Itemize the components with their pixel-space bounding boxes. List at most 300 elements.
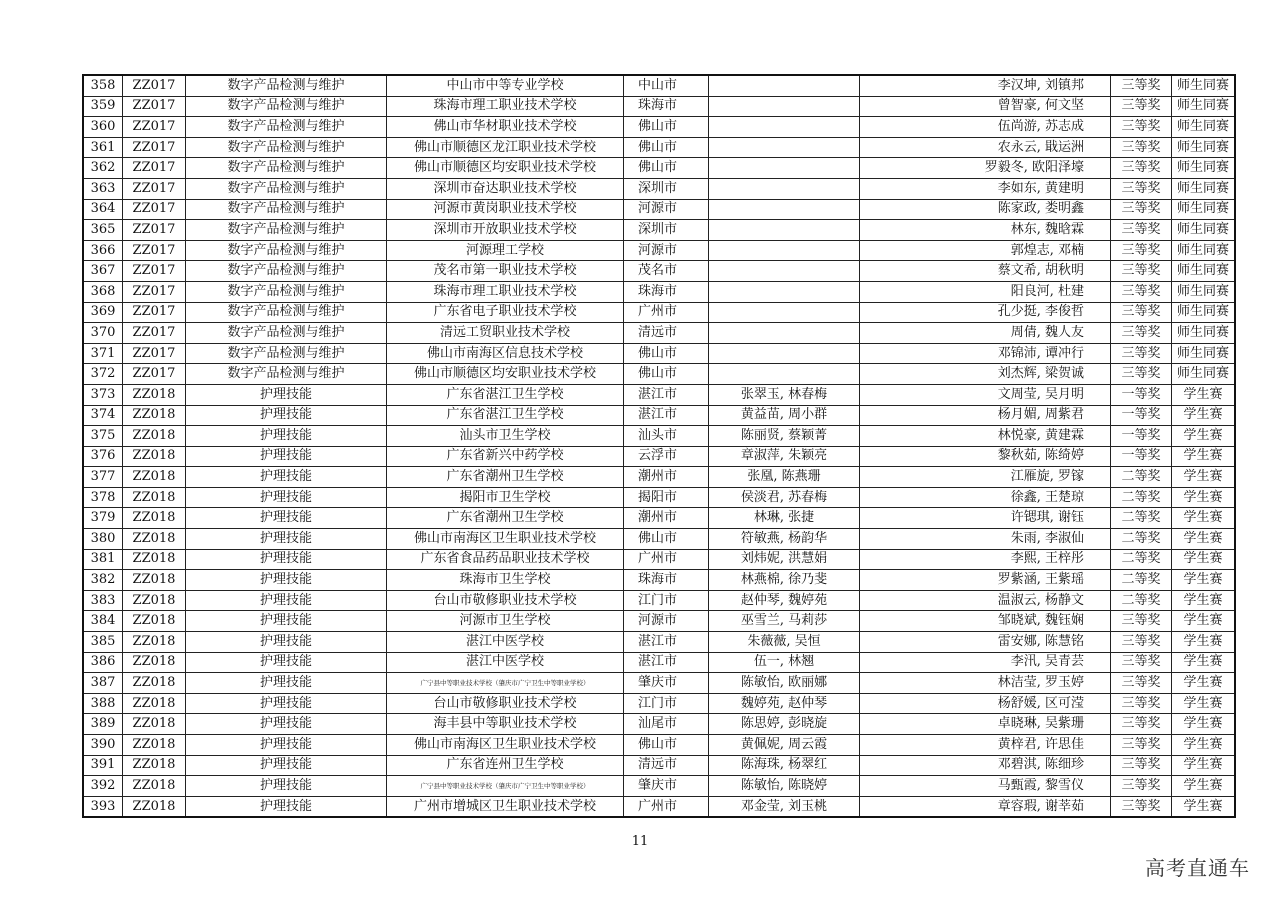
instructors-cell: 刘炜妮, 洪慧娟	[709, 549, 860, 570]
contest-name-cell: 护理技能	[186, 446, 387, 467]
instructors-cell: 伍一, 林翘	[709, 652, 860, 673]
school-name-cell: 珠海市理工职业技术学校	[387, 96, 624, 117]
contest-name-cell: 护理技能	[186, 632, 387, 653]
award-level-cell: 三等奖	[1111, 240, 1172, 261]
contest-type-cell: 学生赛	[1172, 487, 1236, 508]
table-row	[83, 611, 1235, 632]
contest-type-cell: 师生同赛	[1172, 281, 1236, 302]
row-number-cell: 362	[83, 158, 123, 179]
contest-code-cell: ZZ018	[123, 570, 186, 591]
row-number-cell: 381	[83, 549, 123, 570]
award-level-cell: 三等奖	[1111, 796, 1172, 817]
students-cell: 伍尚游, 苏志成	[860, 117, 1111, 138]
contest-type-cell: 学生赛	[1172, 405, 1236, 426]
awards-table	[82, 74, 1236, 818]
school-name-cell: 佛山市顺德区均安职业技术学校	[387, 364, 624, 385]
table-row	[83, 281, 1235, 302]
award-level-cell: 三等奖	[1111, 776, 1172, 797]
contest-type-cell: 学生赛	[1172, 384, 1236, 405]
award-level-cell: 二等奖	[1111, 467, 1172, 488]
row-number-cell: 367	[83, 261, 123, 282]
table-row	[83, 158, 1235, 179]
contest-name-cell: 护理技能	[186, 384, 387, 405]
instructors-cell	[709, 75, 860, 96]
instructors-cell	[709, 178, 860, 199]
award-level-cell: 三等奖	[1111, 652, 1172, 673]
city-cell: 佛山市	[624, 364, 709, 385]
award-level-cell: 三等奖	[1111, 611, 1172, 632]
row-number-cell: 379	[83, 508, 123, 529]
instructors-cell	[709, 364, 860, 385]
contest-name-cell: 护理技能	[186, 426, 387, 447]
city-cell: 珠海市	[624, 570, 709, 591]
contest-type-cell: 学生赛	[1172, 508, 1236, 529]
instructors-cell: 张凰, 陈燕珊	[709, 467, 860, 488]
contest-code-cell: ZZ017	[123, 96, 186, 117]
contest-type-cell: 学生赛	[1172, 467, 1236, 488]
contest-name-cell: 护理技能	[186, 735, 387, 756]
instructors-cell: 陈丽贤, 蔡颖菁	[709, 426, 860, 447]
school-name-cell: 佛山市南海区卫生职业技术学校	[387, 735, 624, 756]
contest-name-cell: 护理技能	[186, 529, 387, 550]
students-cell: 林东, 魏晗霖	[860, 220, 1111, 241]
students-cell: 卓晓琳, 吴紫珊	[860, 714, 1111, 735]
table-row	[83, 735, 1235, 756]
contest-code-cell: ZZ018	[123, 796, 186, 817]
row-number-cell: 375	[83, 426, 123, 447]
school-name-cell: 台山市敬修职业技术学校	[387, 693, 624, 714]
instructors-cell: 侯淡君, 苏春梅	[709, 487, 860, 508]
award-level-cell: 三等奖	[1111, 137, 1172, 158]
contest-type-cell: 学生赛	[1172, 529, 1236, 550]
contest-name-cell: 数字产品检测与维护	[186, 261, 387, 282]
school-name-cell: 汕头市卫生学校	[387, 426, 624, 447]
instructors-cell	[709, 343, 860, 364]
contest-type-cell: 师生同赛	[1172, 178, 1236, 199]
award-level-cell: 三等奖	[1111, 632, 1172, 653]
school-name-cell: 广东省新兴中药学校	[387, 446, 624, 467]
city-cell: 清远市	[624, 755, 709, 776]
award-level-cell: 二等奖	[1111, 549, 1172, 570]
school-name-cell: 湛江中医学校	[387, 652, 624, 673]
school-name-cell: 佛山市华材职业技术学校	[387, 117, 624, 138]
students-cell: 文周莹, 吴月明	[860, 384, 1111, 405]
students-cell: 杨月媚, 周紫君	[860, 405, 1111, 426]
students-cell: 马甄霞, 黎雪仪	[860, 776, 1111, 797]
table-row	[83, 529, 1235, 550]
students-cell: 罗紫涵, 王紫瑶	[860, 570, 1111, 591]
city-cell: 深圳市	[624, 178, 709, 199]
contest-name-cell: 数字产品检测与维护	[186, 323, 387, 344]
contest-code-cell: ZZ018	[123, 508, 186, 529]
awards-table-body	[83, 75, 1235, 817]
instructors-cell: 陈敏怡, 陈晓婷	[709, 776, 860, 797]
city-cell: 河源市	[624, 611, 709, 632]
city-cell: 汕尾市	[624, 714, 709, 735]
contest-code-cell: ZZ017	[123, 364, 186, 385]
table-row	[83, 426, 1235, 447]
row-number-cell: 377	[83, 467, 123, 488]
contest-code-cell: ZZ018	[123, 735, 186, 756]
row-number-cell: 373	[83, 384, 123, 405]
table-row	[83, 384, 1235, 405]
students-cell: 李如东, 黄建明	[860, 178, 1111, 199]
school-name-cell: 广东省潮州卫生学校	[387, 508, 624, 529]
school-name-cell: 茂名市第一职业技术学校	[387, 261, 624, 282]
contest-code-cell: ZZ018	[123, 529, 186, 550]
table-row	[83, 446, 1235, 467]
city-cell: 茂名市	[624, 261, 709, 282]
award-level-cell: 三等奖	[1111, 261, 1172, 282]
row-number-cell: 380	[83, 529, 123, 550]
students-cell: 郭煌志, 邓楠	[860, 240, 1111, 261]
contest-code-cell: ZZ018	[123, 384, 186, 405]
city-cell: 珠海市	[624, 281, 709, 302]
students-cell: 蔡文希, 胡秋明	[860, 261, 1111, 282]
instructors-cell	[709, 220, 860, 241]
students-cell: 江雁旋, 罗镓	[860, 467, 1111, 488]
page-number: 11	[631, 834, 649, 849]
contest-type-cell: 学生赛	[1172, 735, 1236, 756]
city-cell: 广州市	[624, 302, 709, 323]
contest-code-cell: ZZ017	[123, 178, 186, 199]
contest-type-cell: 师生同赛	[1172, 302, 1236, 323]
table-row	[83, 302, 1235, 323]
contest-name-cell: 护理技能	[186, 611, 387, 632]
contest-name-cell: 护理技能	[186, 467, 387, 488]
table-row	[83, 405, 1235, 426]
city-cell: 肇庆市	[624, 776, 709, 797]
students-cell: 李汛, 吴青芸	[860, 652, 1111, 673]
contest-name-cell: 护理技能	[186, 549, 387, 570]
city-cell: 珠海市	[624, 96, 709, 117]
instructors-cell: 林燕棉, 徐乃斐	[709, 570, 860, 591]
school-name-cell: 广东省连州卫生学校	[387, 755, 624, 776]
award-level-cell: 三等奖	[1111, 735, 1172, 756]
instructors-cell: 魏婷苑, 赵仲琴	[709, 693, 860, 714]
contest-code-cell: ZZ017	[123, 323, 186, 344]
city-cell: 清远市	[624, 323, 709, 344]
instructors-cell: 邓金莹, 刘玉桃	[709, 796, 860, 817]
students-cell: 林悦豪, 黄建霖	[860, 426, 1111, 447]
instructors-cell	[709, 302, 860, 323]
contest-type-cell: 学生赛	[1172, 693, 1236, 714]
table-row	[83, 137, 1235, 158]
students-cell: 朱雨, 李淑仙	[860, 529, 1111, 550]
table-row	[83, 714, 1235, 735]
row-number-cell: 374	[83, 405, 123, 426]
contest-code-cell: ZZ018	[123, 549, 186, 570]
city-cell: 中山市	[624, 75, 709, 96]
city-cell: 佛山市	[624, 137, 709, 158]
students-cell: 李熙, 王梓彤	[860, 549, 1111, 570]
contest-type-cell: 师生同赛	[1172, 240, 1236, 261]
row-number-cell: 359	[83, 96, 123, 117]
contest-type-cell: 学生赛	[1172, 755, 1236, 776]
contest-code-cell: ZZ017	[123, 343, 186, 364]
school-name-cell: 河源市黄岗职业技术学校	[387, 199, 624, 220]
school-name-cell: 清远工贸职业技术学校	[387, 323, 624, 344]
students-cell: 杨舒媛, 区可滢	[860, 693, 1111, 714]
school-name-cell: 广宁县中等职业技术学校（肇庆市广宁卫生中等职业学校）	[387, 776, 624, 797]
contest-code-cell: ZZ017	[123, 158, 186, 179]
students-cell: 陈家政, 娄明鑫	[860, 199, 1111, 220]
contest-name-cell: 护理技能	[186, 508, 387, 529]
school-name-cell: 广东省食品药品职业技术学校	[387, 549, 624, 570]
award-level-cell: 二等奖	[1111, 487, 1172, 508]
instructors-cell	[709, 96, 860, 117]
instructors-cell: 林琳, 张捷	[709, 508, 860, 529]
award-level-cell: 一等奖	[1111, 405, 1172, 426]
row-number-cell: 382	[83, 570, 123, 591]
contest-type-cell: 师生同赛	[1172, 364, 1236, 385]
row-number-cell: 386	[83, 652, 123, 673]
city-cell: 云浮市	[624, 446, 709, 467]
students-cell: 孔少挺, 李俊哲	[860, 302, 1111, 323]
contest-name-cell: 护理技能	[186, 405, 387, 426]
students-cell: 李汉坤, 刘镇邦	[860, 75, 1111, 96]
instructors-cell: 巫雪兰, 马莉莎	[709, 611, 860, 632]
table-row	[83, 693, 1235, 714]
students-cell: 许锶琪, 谢钰	[860, 508, 1111, 529]
award-level-cell: 二等奖	[1111, 590, 1172, 611]
contest-code-cell: ZZ018	[123, 467, 186, 488]
award-level-cell: 三等奖	[1111, 755, 1172, 776]
school-name-cell: 佛山市南海区卫生职业技术学校	[387, 529, 624, 550]
school-name-cell: 佛山市南海区信息技术学校	[387, 343, 624, 364]
contest-type-cell: 学生赛	[1172, 796, 1236, 817]
award-level-cell: 三等奖	[1111, 693, 1172, 714]
instructors-cell	[709, 199, 860, 220]
contest-name-cell: 数字产品检测与维护	[186, 240, 387, 261]
row-number-cell: 371	[83, 343, 123, 364]
table-row	[83, 75, 1235, 96]
table-row	[83, 776, 1235, 797]
award-level-cell: 三等奖	[1111, 714, 1172, 735]
contest-code-cell: ZZ018	[123, 405, 186, 426]
instructors-cell	[709, 240, 860, 261]
instructors-cell: 符敏燕, 杨韵华	[709, 529, 860, 550]
row-number-cell: 361	[83, 137, 123, 158]
city-cell: 汕头市	[624, 426, 709, 447]
contest-name-cell: 数字产品检测与维护	[186, 158, 387, 179]
students-cell: 徐鑫, 王楚琼	[860, 487, 1111, 508]
students-cell: 曾智豪, 何文坚	[860, 96, 1111, 117]
instructors-cell: 朱薇薇, 吴恒	[709, 632, 860, 653]
instructors-cell: 黄佩妮, 周云霞	[709, 735, 860, 756]
contest-name-cell: 护理技能	[186, 776, 387, 797]
school-name-cell: 台山市敬修职业技术学校	[387, 590, 624, 611]
contest-code-cell: ZZ017	[123, 199, 186, 220]
award-level-cell: 三等奖	[1111, 220, 1172, 241]
row-number-cell: 366	[83, 240, 123, 261]
contest-name-cell: 护理技能	[186, 714, 387, 735]
city-cell: 佛山市	[624, 158, 709, 179]
row-number-cell: 390	[83, 735, 123, 756]
award-level-cell: 一等奖	[1111, 426, 1172, 447]
city-cell: 河源市	[624, 240, 709, 261]
students-cell: 邹晓斌, 魏钰娴	[860, 611, 1111, 632]
contest-type-cell: 师生同赛	[1172, 261, 1236, 282]
contest-code-cell: ZZ018	[123, 673, 186, 694]
school-name-cell: 广宁县中等职业技术学校（肇庆市广宁卫生中等职业学校）	[387, 673, 624, 694]
school-name-cell: 湛江中医学校	[387, 632, 624, 653]
instructors-cell	[709, 261, 860, 282]
table-row	[83, 323, 1235, 344]
contest-type-cell: 学生赛	[1172, 632, 1236, 653]
contest-code-cell: ZZ017	[123, 137, 186, 158]
contest-name-cell: 数字产品检测与维护	[186, 302, 387, 323]
table-row	[83, 220, 1235, 241]
students-cell: 罗毅冬, 欧阳泽壕	[860, 158, 1111, 179]
contest-name-cell: 护理技能	[186, 755, 387, 776]
city-cell: 河源市	[624, 199, 709, 220]
contest-code-cell: ZZ018	[123, 426, 186, 447]
table-row	[83, 508, 1235, 529]
table-row	[83, 487, 1235, 508]
award-level-cell: 三等奖	[1111, 178, 1172, 199]
contest-type-cell: 学生赛	[1172, 570, 1236, 591]
students-cell: 周倩, 魏人友	[860, 323, 1111, 344]
contest-name-cell: 护理技能	[186, 652, 387, 673]
contest-type-cell: 师生同赛	[1172, 343, 1236, 364]
instructors-cell	[709, 158, 860, 179]
row-number-cell: 360	[83, 117, 123, 138]
instructors-cell: 赵仲琴, 魏婷苑	[709, 590, 860, 611]
city-cell: 佛山市	[624, 117, 709, 138]
award-level-cell: 三等奖	[1111, 302, 1172, 323]
table-row	[83, 96, 1235, 117]
contest-code-cell: ZZ018	[123, 487, 186, 508]
award-level-cell: 三等奖	[1111, 75, 1172, 96]
contest-name-cell: 护理技能	[186, 796, 387, 817]
table-row	[83, 364, 1235, 385]
award-level-cell: 一等奖	[1111, 384, 1172, 405]
city-cell: 湛江市	[624, 652, 709, 673]
contest-name-cell: 护理技能	[186, 590, 387, 611]
row-number-cell: 387	[83, 673, 123, 694]
contest-type-cell: 师生同赛	[1172, 137, 1236, 158]
row-number-cell: 369	[83, 302, 123, 323]
award-level-cell: 二等奖	[1111, 529, 1172, 550]
city-cell: 湛江市	[624, 384, 709, 405]
students-cell: 邓锦沛, 谭冲行	[860, 343, 1111, 364]
contest-code-cell: ZZ018	[123, 652, 186, 673]
contest-name-cell: 数字产品检测与维护	[186, 178, 387, 199]
instructors-cell: 黄益苗, 周小群	[709, 405, 860, 426]
instructors-cell	[709, 281, 860, 302]
students-cell: 农永云, 戢运洲	[860, 137, 1111, 158]
school-name-cell: 中山市中等专业学校	[387, 75, 624, 96]
students-cell: 黄梓君, 许思佳	[860, 735, 1111, 756]
school-name-cell: 深圳市开放职业技术学校	[387, 220, 624, 241]
school-name-cell: 广东省湛江卫生学校	[387, 405, 624, 426]
row-number-cell: 384	[83, 611, 123, 632]
contest-type-cell: 学生赛	[1172, 590, 1236, 611]
award-level-cell: 三等奖	[1111, 364, 1172, 385]
school-name-cell: 河源理工学校	[387, 240, 624, 261]
contest-name-cell: 数字产品检测与维护	[186, 220, 387, 241]
award-level-cell: 三等奖	[1111, 343, 1172, 364]
awards-table-container	[82, 74, 1229, 818]
contest-name-cell: 数字产品检测与维护	[186, 137, 387, 158]
award-level-cell: 一等奖	[1111, 446, 1172, 467]
city-cell: 肇庆市	[624, 673, 709, 694]
award-level-cell: 二等奖	[1111, 508, 1172, 529]
row-number-cell: 376	[83, 446, 123, 467]
table-row	[83, 199, 1235, 220]
city-cell: 佛山市	[624, 735, 709, 756]
table-row	[83, 796, 1235, 817]
row-number-cell: 364	[83, 199, 123, 220]
contest-code-cell: ZZ018	[123, 776, 186, 797]
row-number-cell: 358	[83, 75, 123, 96]
contest-code-cell: ZZ018	[123, 755, 186, 776]
award-level-cell: 二等奖	[1111, 570, 1172, 591]
table-row	[83, 117, 1235, 138]
contest-type-cell: 学生赛	[1172, 714, 1236, 735]
instructors-cell	[709, 137, 860, 158]
table-row	[83, 755, 1235, 776]
contest-name-cell: 数字产品检测与维护	[186, 343, 387, 364]
school-name-cell: 佛山市顺德区龙江职业技术学校	[387, 137, 624, 158]
contest-type-cell: 师生同赛	[1172, 117, 1236, 138]
row-number-cell: 389	[83, 714, 123, 735]
contest-type-cell: 学生赛	[1172, 611, 1236, 632]
row-number-cell: 391	[83, 755, 123, 776]
contest-type-cell: 学生赛	[1172, 652, 1236, 673]
school-name-cell: 珠海市理工职业技术学校	[387, 281, 624, 302]
table-row	[83, 590, 1235, 611]
students-cell: 林洁莹, 罗玉婷	[860, 673, 1111, 694]
contest-code-cell: ZZ018	[123, 714, 186, 735]
row-number-cell: 363	[83, 178, 123, 199]
table-row	[83, 343, 1235, 364]
contest-type-cell: 师生同赛	[1172, 75, 1236, 96]
contest-name-cell: 护理技能	[186, 487, 387, 508]
table-row	[83, 178, 1235, 199]
award-level-cell: 三等奖	[1111, 323, 1172, 344]
school-name-cell: 深圳市奋达职业技术学校	[387, 178, 624, 199]
contest-code-cell: ZZ017	[123, 117, 186, 138]
city-cell: 湛江市	[624, 405, 709, 426]
city-cell: 潮州市	[624, 508, 709, 529]
students-cell: 刘杰辉, 梁贺诚	[860, 364, 1111, 385]
city-cell: 江门市	[624, 590, 709, 611]
row-number-cell: 392	[83, 776, 123, 797]
row-number-cell: 370	[83, 323, 123, 344]
school-name-cell: 河源市卫生学校	[387, 611, 624, 632]
contest-name-cell: 数字产品检测与维护	[186, 199, 387, 220]
students-cell: 温淑云, 杨静文	[860, 590, 1111, 611]
contest-type-cell: 师生同赛	[1172, 323, 1236, 344]
school-name-cell: 广东省潮州卫生学校	[387, 467, 624, 488]
contest-type-cell: 师生同赛	[1172, 158, 1236, 179]
award-level-cell: 三等奖	[1111, 673, 1172, 694]
instructors-cell	[709, 117, 860, 138]
row-number-cell: 388	[83, 693, 123, 714]
row-number-cell: 372	[83, 364, 123, 385]
school-name-cell: 佛山市顺德区均安职业技术学校	[387, 158, 624, 179]
contest-code-cell: ZZ017	[123, 75, 186, 96]
contest-type-cell: 学生赛	[1172, 426, 1236, 447]
contest-type-cell: 师生同赛	[1172, 96, 1236, 117]
contest-name-cell: 数字产品检测与维护	[186, 364, 387, 385]
row-number-cell: 383	[83, 590, 123, 611]
award-level-cell: 三等奖	[1111, 96, 1172, 117]
contest-code-cell: ZZ017	[123, 302, 186, 323]
row-number-cell: 378	[83, 487, 123, 508]
